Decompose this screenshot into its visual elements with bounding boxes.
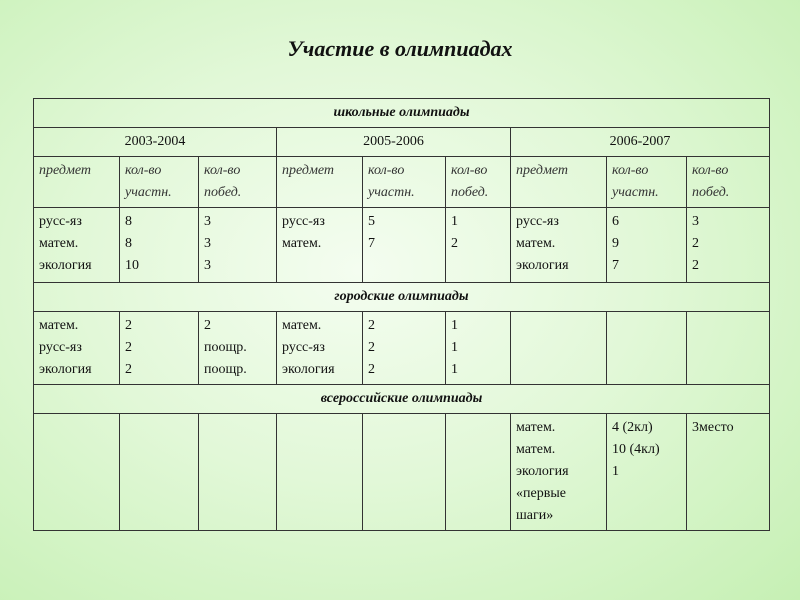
winners-header — [199, 157, 277, 208]
winners-header-line: кол-во — [204, 163, 241, 178]
table-cell — [34, 312, 120, 385]
cell-line: матем. — [516, 442, 556, 457]
table-cell — [277, 312, 363, 385]
section-row-city — [34, 283, 770, 312]
participants-header — [120, 157, 199, 208]
cell-line: 2 — [368, 340, 375, 355]
table-cell — [607, 312, 687, 385]
cell-line: 1 — [451, 340, 458, 355]
subject-header: предмет — [34, 157, 120, 208]
table-cell — [277, 208, 363, 283]
table-cell — [446, 312, 511, 385]
cell-line: экология — [39, 258, 92, 273]
table-cell — [363, 414, 446, 531]
cell-line: 1 — [451, 318, 458, 333]
olympiad-table — [33, 98, 770, 531]
cell-line: 2 — [368, 362, 375, 377]
year-row — [34, 128, 770, 157]
participants-header-line: участн. — [125, 185, 172, 200]
table-cell — [511, 208, 607, 283]
cell-line: поощр. — [204, 340, 247, 355]
cell-line: 1 — [612, 464, 619, 479]
cell-line: русс-яз — [282, 340, 325, 355]
cell-line: 3 — [692, 214, 699, 229]
table-cell — [199, 414, 277, 531]
winners-header — [687, 157, 770, 208]
cell-line: 10 — [125, 258, 139, 273]
section-row-school — [34, 99, 770, 128]
cell-line: экология — [516, 258, 569, 273]
year-header: 2005-2006 — [277, 128, 511, 157]
table-cell — [607, 208, 687, 283]
table-cell — [120, 414, 199, 531]
subject-header: предмет — [511, 157, 607, 208]
cell-line: 4 (2кл) — [612, 420, 653, 435]
cell-line: поощр. — [204, 362, 247, 377]
cell-line: 5 — [368, 214, 375, 229]
winners-header-line: побед. — [204, 185, 242, 200]
cell-line: матем. — [516, 420, 556, 435]
cell-line: экология — [39, 362, 92, 377]
cell-line: 3место — [692, 420, 734, 435]
participants-header-line: кол-во — [368, 163, 405, 178]
cell-line: 2 — [692, 236, 699, 251]
cell-line: 8 — [125, 236, 132, 251]
winners-header-line: побед. — [692, 185, 730, 200]
cell-line: русс-яз — [516, 214, 559, 229]
section-title: всероссийские олимпиады — [34, 385, 770, 414]
table-cell — [687, 208, 770, 283]
table-cell — [687, 414, 770, 531]
participants-header — [607, 157, 687, 208]
cell-line: 2 — [125, 340, 132, 355]
year-header: 2006-2007 — [511, 128, 770, 157]
winners-header-line: кол-во — [451, 163, 488, 178]
cell-line: 2 — [368, 318, 375, 333]
table-cell — [120, 312, 199, 385]
cell-line: 2 — [204, 318, 211, 333]
table-cell — [446, 414, 511, 531]
cell-line: 2 — [692, 258, 699, 273]
table-cell — [511, 414, 607, 531]
cell-line: 7 — [612, 258, 619, 273]
participants-header-line: участн. — [368, 185, 415, 200]
table-cell — [363, 208, 446, 283]
cell-line: шаги» — [516, 508, 554, 523]
table-cell — [34, 208, 120, 283]
cell-line: 8 — [125, 214, 132, 229]
table-row — [34, 414, 770, 531]
cell-line: русс-яз — [39, 340, 82, 355]
table-row — [34, 312, 770, 385]
cell-line: «первые — [516, 486, 566, 501]
cell-line: экология — [282, 362, 335, 377]
winners-header-line: кол-во — [692, 163, 729, 178]
participants-header-line: участн. — [612, 185, 659, 200]
table-cell — [199, 208, 277, 283]
table-cell — [363, 312, 446, 385]
cell-line: 2 — [125, 318, 132, 333]
cell-line: 10 (4кл) — [612, 442, 660, 457]
slide-title: Участие в олимпиадах — [287, 36, 513, 61]
cell-line: 6 — [612, 214, 619, 229]
section-title: городские олимпиады — [34, 283, 770, 312]
cell-line: матем. — [282, 318, 322, 333]
cell-line: матем. — [282, 236, 322, 251]
table-cell — [199, 312, 277, 385]
table-cell — [120, 208, 199, 283]
cell-line: матем. — [39, 318, 79, 333]
cell-line: 2 — [125, 362, 132, 377]
section-title: школьные олимпиады — [34, 99, 770, 128]
table-row — [34, 208, 770, 283]
column-header-row — [34, 157, 770, 208]
cell-line: 1 — [451, 362, 458, 377]
cell-line: 2 — [451, 236, 458, 251]
cell-line: матем. — [39, 236, 79, 251]
cell-line: 3 — [204, 214, 211, 229]
section-row-national — [34, 385, 770, 414]
cell-line: русс-яз — [282, 214, 325, 229]
table-cell — [687, 312, 770, 385]
year-header: 2003-2004 — [34, 128, 277, 157]
cell-line: 3 — [204, 236, 211, 251]
cell-line: 3 — [204, 258, 211, 273]
cell-line: 9 — [612, 236, 619, 251]
cell-line: русс-яз — [39, 214, 82, 229]
table-cell — [511, 312, 607, 385]
winners-header — [446, 157, 511, 208]
table-cell — [607, 414, 687, 531]
cell-line: экология — [516, 464, 569, 479]
subject-header: предмет — [277, 157, 363, 208]
table-cell — [446, 208, 511, 283]
cell-line: матем. — [516, 236, 556, 251]
participants-header-line: кол-во — [125, 163, 162, 178]
participants-header-line: кол-во — [612, 163, 649, 178]
winners-header-line: побед. — [451, 185, 489, 200]
participants-header — [363, 157, 446, 208]
table-cell — [277, 414, 363, 531]
cell-line: 1 — [451, 214, 458, 229]
table-cell — [34, 414, 120, 531]
cell-line: 7 — [368, 236, 375, 251]
